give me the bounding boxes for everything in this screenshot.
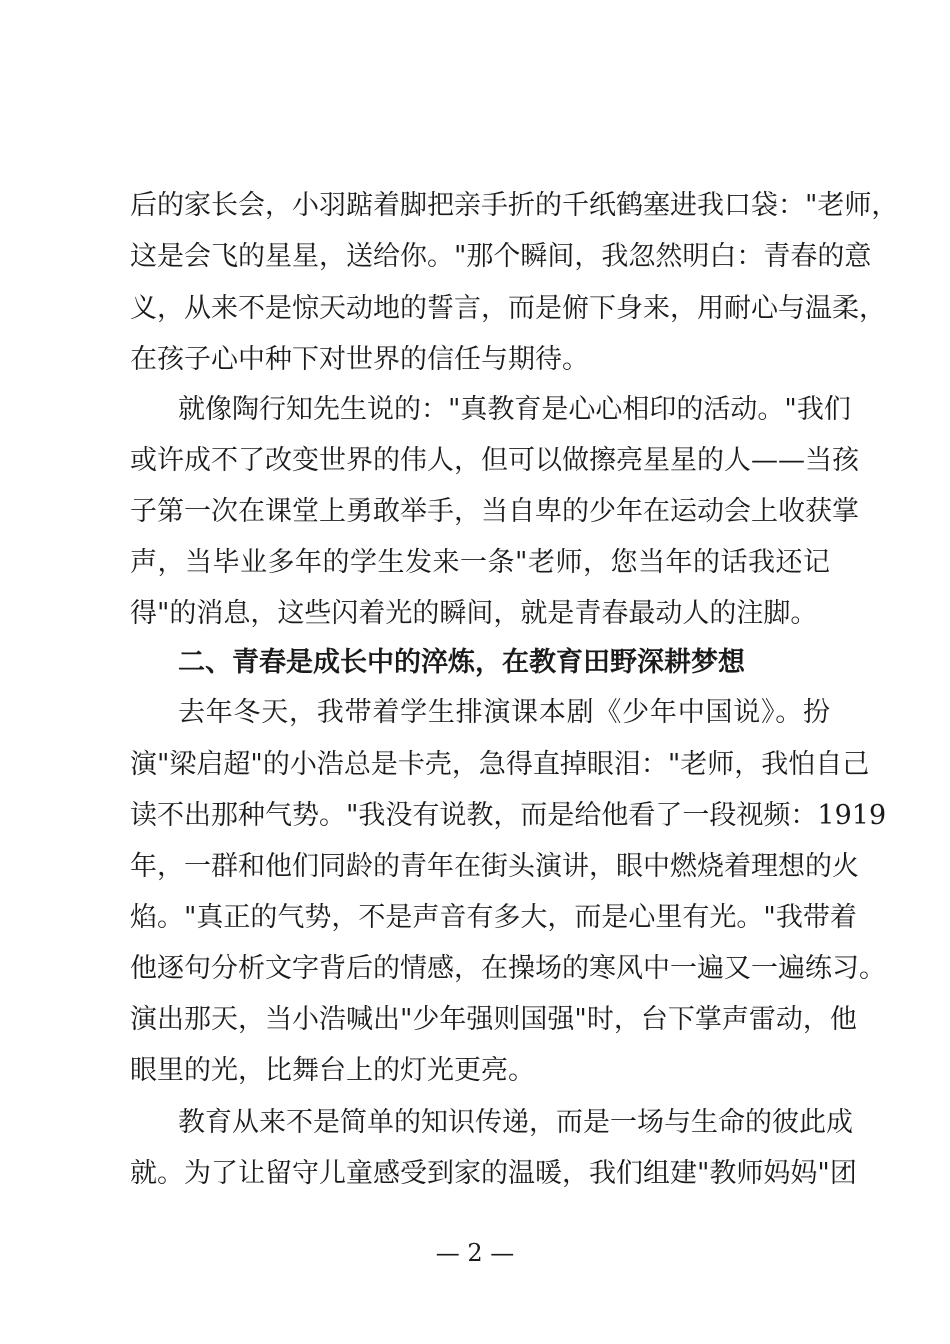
text-line: 年，一群和他们同龄的青年在街头演讲，眼中燃烧着理想的火 [130, 851, 859, 882]
text-line: 得"的消息，这些闪着光的瞬间，就是青春最动人的注脚。 [130, 598, 818, 629]
text-line: 后的家长会，小羽踮着脚把亲手折的千纸鹤塞进我口袋："老师， [130, 190, 899, 221]
text-line: 他逐句分析文字背后的情感，在操场的寒风中一遍又一遍练习。 [130, 953, 886, 984]
text-line: 子第一次在课堂上勇敢举手，当自卑的少年在运动会上收获掌 [130, 496, 859, 527]
page-number: — 2 — [435, 1239, 515, 1267]
text-line: 眼里的光，比舞台上的灯光更亮。 [130, 1055, 535, 1086]
text-line: 或许成不了改变世界的伟人，但可以做擦亮星星的人——当孩 [130, 445, 859, 476]
paragraph-first-line: 就像陶行知先生说的："真教育是心心相印的活动。"我们 [178, 394, 851, 425]
text-line: 在孩子心中种下对世界的信任与期待。 [130, 344, 589, 375]
text-line: 演"梁启超"的小浩总是卡壳，急得直掉眼泪："老师，我怕自己 [130, 749, 870, 780]
text-line: 焰。"真正的气势，不是声音有多大，而是心里有光。"我带着 [130, 902, 857, 933]
text-line: 读不出那种气势。"我没有说教，而是给他看了一段视频：1919 [130, 800, 887, 831]
text-line: 义，从来不是惊天动地的誓言，而是俯下身来，用耐心与温柔， [130, 293, 886, 324]
paragraph-first-line: 去年冬天，我带着学生排演课本剧《少年中国说》。扮 [178, 697, 830, 728]
paragraph-first-line: 教育从来不是简单的知识传递，而是一场与生命的彼此成 [178, 1107, 853, 1138]
text-line: 就。为了让留守儿童感受到家的温暖，我们组建"教师妈妈"团 [130, 1158, 857, 1189]
section-heading: 二、青春是成长中的淬炼，在教育田野深耕梦想 [178, 647, 745, 678]
text-line: 演出那天，当小浩喊出"少年强则国强"时，台下掌声雷动，他 [130, 1004, 857, 1035]
text-line: 这是会飞的星星，送给你。"那个瞬间，我忽然明白：青春的意 [130, 241, 872, 272]
text-line: 声，当毕业多年的学生发来一条"老师，您当年的话我还记 [130, 547, 830, 578]
